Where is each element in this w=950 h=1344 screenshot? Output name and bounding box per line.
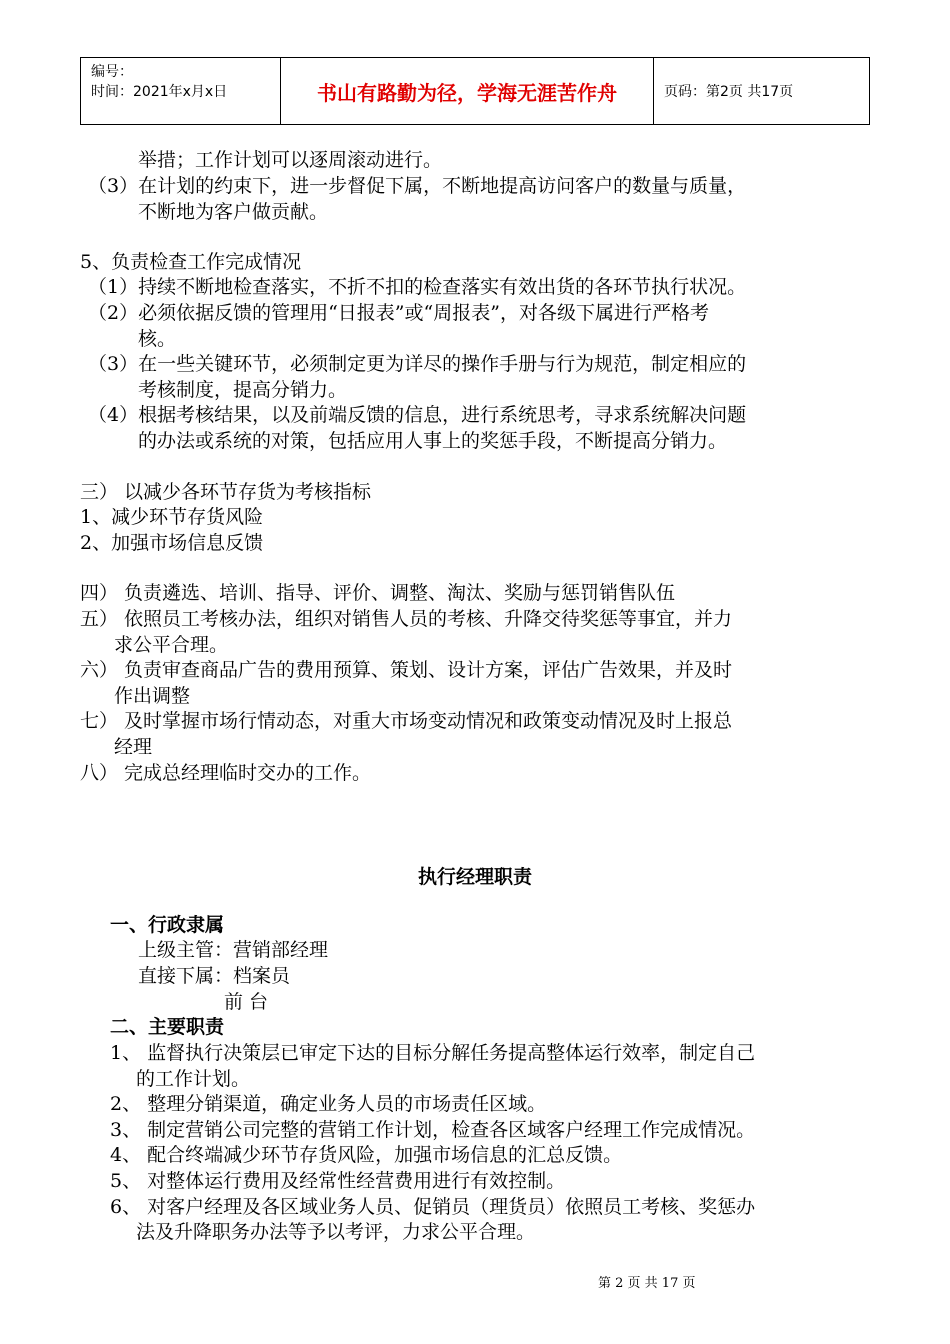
body-line: （4）根据考核结果，以及前端反馈的信息，进行系统思考，寻求系统解决问题 bbox=[88, 404, 747, 426]
page-footer: 第 2 页 共 17 页 bbox=[598, 1276, 696, 1291]
header-meta bbox=[81, 58, 281, 124]
doc-number-label: 编号： bbox=[91, 64, 133, 80]
body-line: 考核制度，提高分销力。 bbox=[138, 379, 348, 401]
duty-item: 3、 制定营销公司完整的营销工作计划，检查各区域客户经理工作完成情况。 bbox=[110, 1119, 756, 1141]
body-line: 求公平合理。 bbox=[114, 634, 229, 656]
duty-item: 6、 对客户经理及各区域业务人员、促销员（理货员）依照员工考核、奖惩办 bbox=[110, 1196, 756, 1218]
duty-item: 的工作计划。 bbox=[136, 1068, 251, 1090]
section-heading: 二、主要职责 bbox=[110, 1016, 225, 1038]
subordinate-line-2: 前 台 bbox=[224, 991, 269, 1013]
duty-item: 4、 配合终端减少环节存货风险，加强市场信息的汇总反馈。 bbox=[110, 1144, 623, 1166]
body-line: 经理 bbox=[114, 736, 153, 758]
body-line: 5、负责检查工作完成情况 bbox=[80, 251, 302, 273]
body-line: 的办法或系统的对策，包括应用人事上的奖惩手段，不断提高分销力。 bbox=[138, 430, 728, 452]
body-line: 2、加强市场信息反馈 bbox=[80, 532, 264, 554]
doc-date-label: 时间：2021年x月x日 bbox=[91, 84, 228, 100]
body-line: 不断地为客户做贡献。 bbox=[138, 201, 329, 223]
duty-item: 2、 整理分销渠道，确定业务人员的市场责任区域。 bbox=[110, 1093, 547, 1115]
duty-item: 法及升降职务办法等予以考评，力求公平合理。 bbox=[136, 1221, 536, 1243]
body-line: （2）必须依据反馈的管理用“日报表”或“周报表”，对各级下属进行严格考 bbox=[88, 302, 709, 324]
subordinate-line: 直接下属：档案员 bbox=[138, 965, 291, 987]
body-line: 七） 及时掌握市场行情动态，对重大市场变动情况和政策变动情况及时上报总 bbox=[80, 710, 733, 732]
body-line: （3）在一些关键环节，必须制定更为详尽的操作手册与行为规范，制定相应的 bbox=[88, 353, 747, 375]
body-line: （3）在计划的约束下，进一步督促下属，不断地提高访问客户的数量与质量， bbox=[88, 175, 747, 197]
duty-item: 1、 监督执行决策层已审定下达的目标分解任务提高整体运行效率，制定自己 bbox=[110, 1042, 756, 1064]
body-line: 举措；工作计划可以逐周滚动进行。 bbox=[138, 149, 443, 171]
page-header bbox=[80, 57, 870, 125]
body-line: 作出调整 bbox=[114, 685, 191, 707]
header-motto: 书山有路勤为径，学海无涯苦作舟 bbox=[281, 58, 654, 124]
body-line: 五） 依照员工考核办法，组织对销售人员的考核、升降交待奖惩等事宜，并力 bbox=[80, 608, 733, 630]
body-line: 八） 完成总经理临时交办的工作。 bbox=[80, 762, 372, 784]
superior-line: 上级主管：营销部经理 bbox=[138, 939, 329, 961]
body-line: 四） 负责遴选、培训、指导、评价、调整、淘汰、奖励与惩罚销售队伍 bbox=[80, 582, 676, 604]
section-title: 执行经理职责 bbox=[417, 866, 532, 888]
body-line: 1、减少环节存货风险 bbox=[80, 506, 264, 528]
body-line: 三） 以减少各环节存货为考核指标 bbox=[80, 481, 372, 503]
body-line: 六） 负责审查商品广告的费用预算、策划、设计方案，评估广告效果，并及时 bbox=[80, 659, 733, 681]
body-line: （1）持续不断地检查落实，不折不扣的检查落实有效出货的各环节执行状况。 bbox=[88, 276, 747, 298]
body-line: 核。 bbox=[138, 328, 177, 350]
header-page-label: 页码：第2页 共17页 bbox=[664, 84, 794, 100]
duty-item: 5、 对整体运行费用及经常性经营费用进行有效控制。 bbox=[110, 1170, 566, 1192]
section-heading: 一、行政隶属 bbox=[110, 914, 225, 936]
